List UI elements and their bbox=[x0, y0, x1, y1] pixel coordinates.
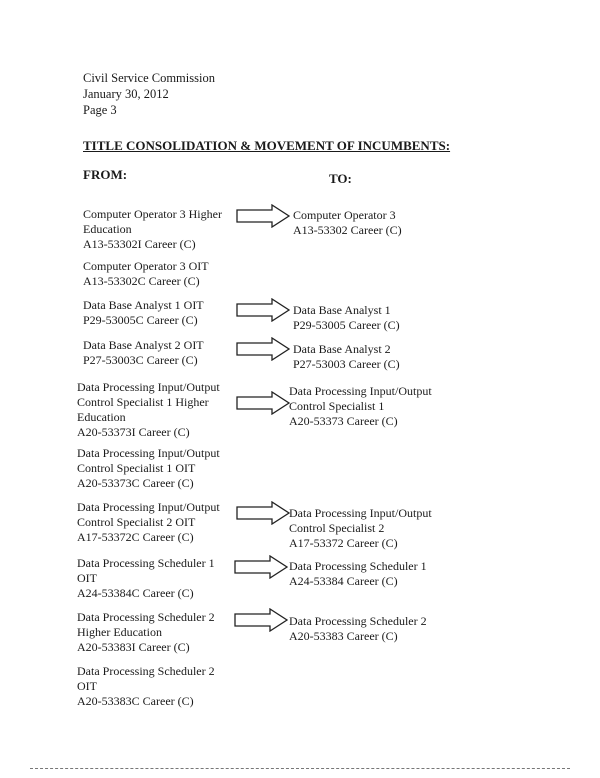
from-item: Data Base Analyst 2 OIT P27-53003C Career (C) bbox=[83, 338, 204, 367]
from-item: Computer Operator 3 OIT A13-53302C Career (C) bbox=[83, 259, 209, 288]
header-organization: Civil Service Commission bbox=[83, 71, 215, 85]
right-arrow-outline-icon bbox=[234, 608, 288, 632]
to-item: Data Processing Scheduler 2 A20-53383 Career (C) bbox=[289, 614, 427, 643]
to-item: Computer Operator 3 A13-53302 Career (C) bbox=[293, 208, 402, 237]
from-item: Data Base Analyst 1 OIT P29-53005C Career (C) bbox=[83, 298, 204, 327]
from-item: Data Processing Scheduler 2 OIT A20-53383C Career (C) bbox=[77, 664, 215, 708]
from-column-heading: FROM: bbox=[83, 167, 128, 182]
letter-header bbox=[83, 70, 215, 118]
from-item: Data Processing Scheduler 2 Higher Education A20-53383I Career (C) bbox=[77, 610, 215, 654]
to-column-heading: TO: bbox=[329, 171, 352, 186]
page-bottom-rule bbox=[30, 768, 570, 769]
from-item: Data Processing Input/Output Control Specialist 2 OIT A17-53372C Career (C) bbox=[77, 500, 220, 544]
from-item: Data Processing Scheduler 1 OIT A24-53384C Career (C) bbox=[77, 556, 215, 600]
right-arrow-outline-icon bbox=[234, 555, 288, 579]
to-item: Data Base Analyst 2 P27-53003 Career (C) bbox=[293, 342, 400, 371]
to-item: Data Processing Input/Output Control Specialist 2 A17-53372 Career (C) bbox=[289, 506, 432, 550]
right-arrow-outline-icon bbox=[236, 391, 290, 415]
from-item: Data Processing Input/Output Control Specialist 1 OIT A20-53373C Career (C) bbox=[77, 446, 220, 490]
to-item: Data Processing Input/Output Control Specialist 1 A20-53373 Career (C) bbox=[289, 384, 432, 428]
right-arrow-outline-icon bbox=[236, 204, 290, 228]
right-arrow-outline-icon bbox=[236, 298, 290, 322]
right-arrow-outline-icon bbox=[236, 501, 290, 525]
from-item: Data Processing Input/Output Control Specialist 1 Higher Education A20-53373I Career (C) bbox=[77, 380, 220, 439]
header-page-number: Page 3 bbox=[83, 103, 117, 117]
right-arrow-outline-icon bbox=[236, 337, 290, 361]
from-item: Computer Operator 3 Higher Education A13-53302I Career (C) bbox=[83, 207, 222, 251]
to-item: Data Processing Scheduler 1 A24-53384 Career (C) bbox=[289, 559, 427, 588]
section-title: TITLE CONSOLIDATION & MOVEMENT OF INCUMBENTS: bbox=[83, 138, 451, 153]
header-date: January 30, 2012 bbox=[83, 87, 169, 101]
to-item: Data Base Analyst 1 P29-53005 Career (C) bbox=[293, 303, 400, 332]
